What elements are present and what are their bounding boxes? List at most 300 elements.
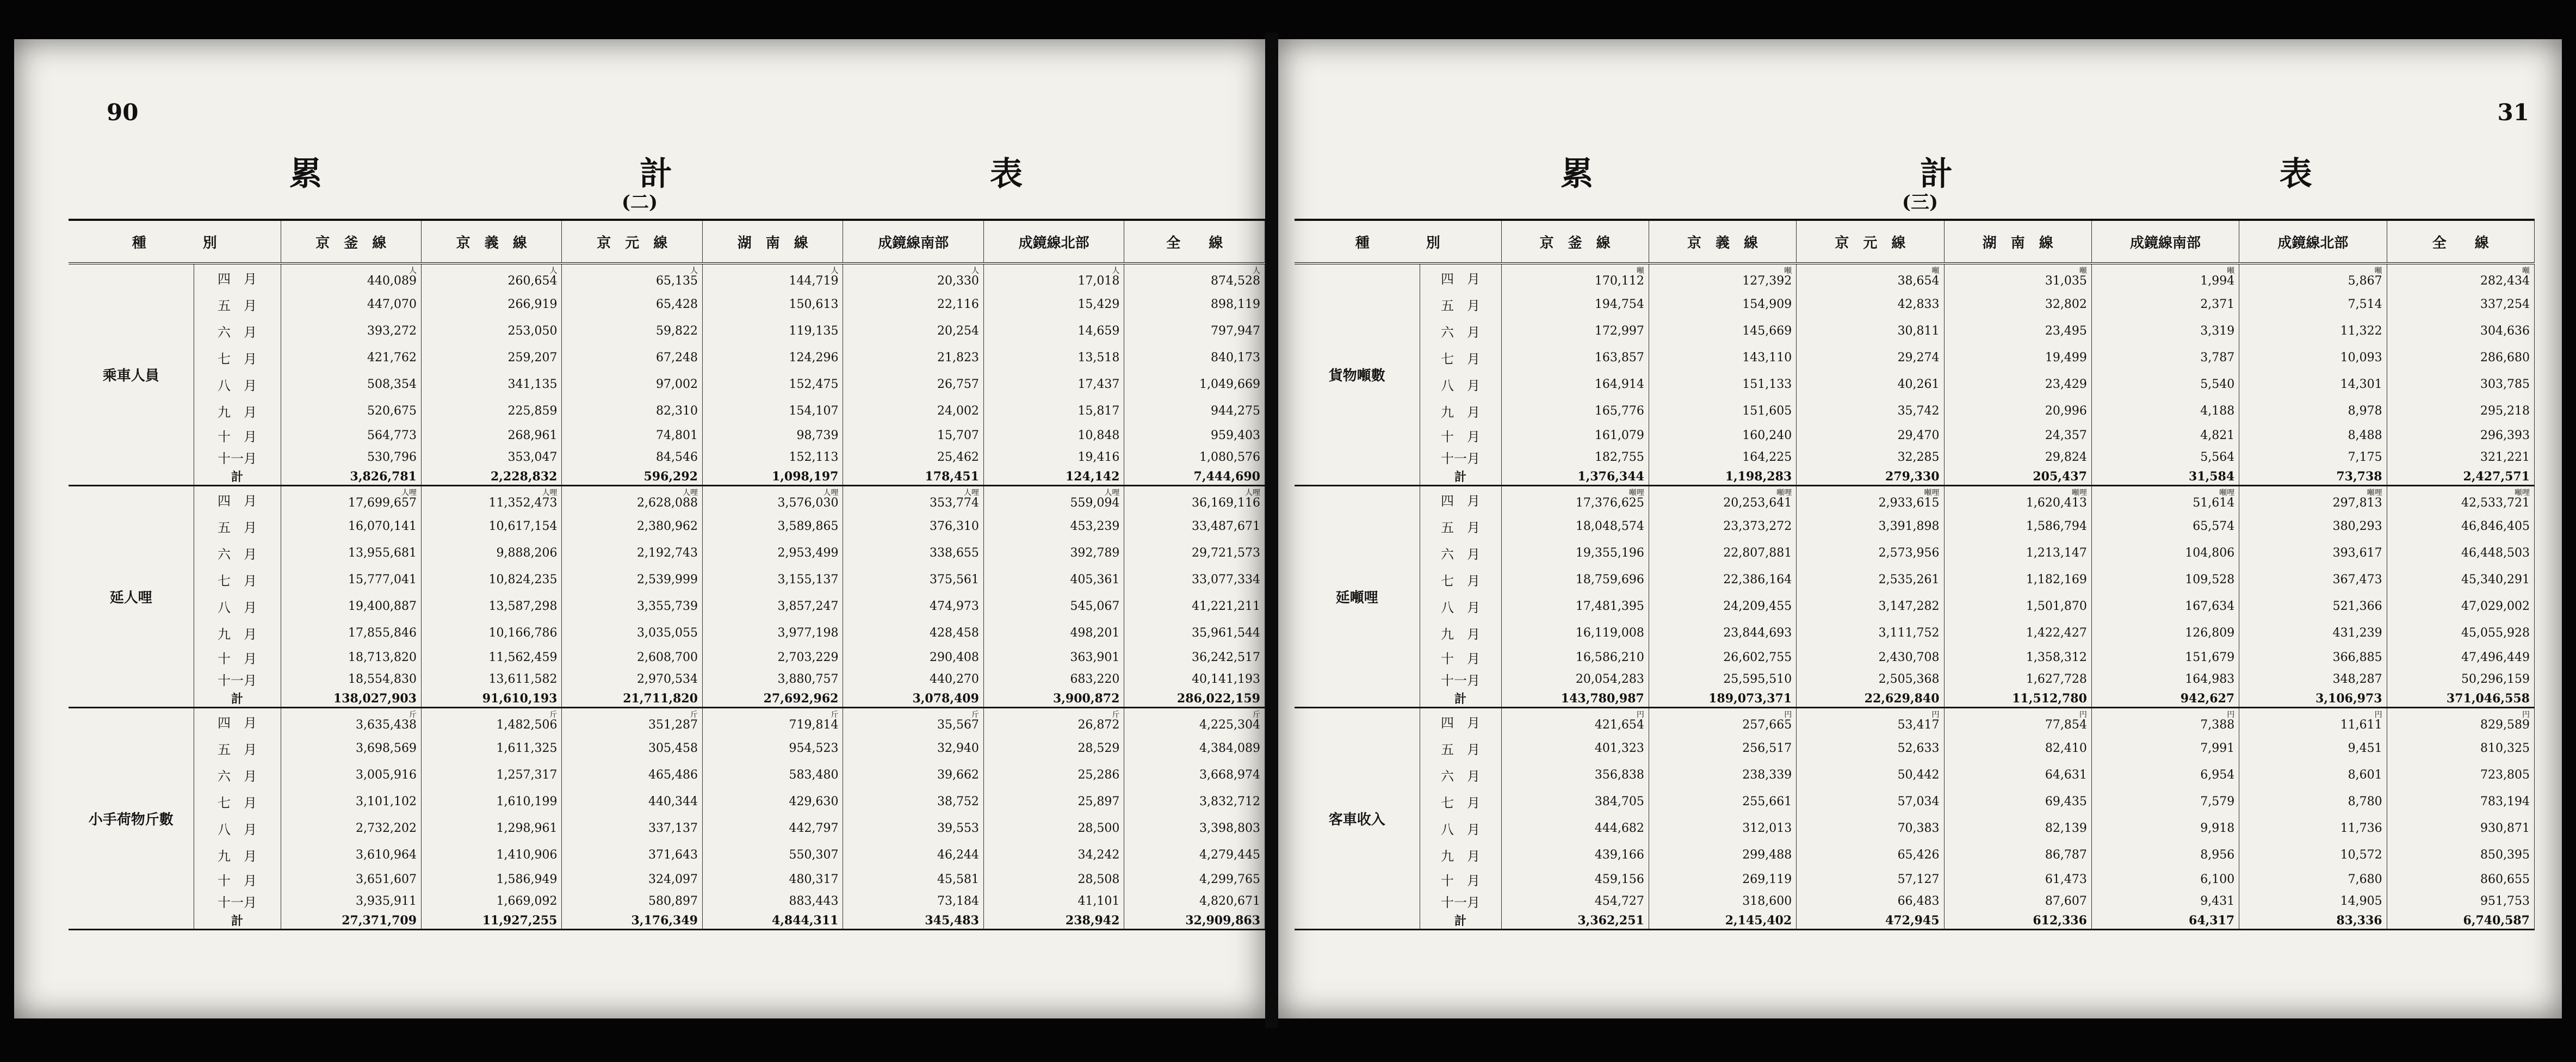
table-row: [69, 513, 1265, 540]
value-cell: 61,473: [1944, 868, 2091, 890]
value-cell: 1,410,906: [422, 842, 562, 868]
total-row: [1295, 690, 2535, 708]
value-cell: 259,207: [422, 344, 562, 371]
unit-label: 噸: [2374, 267, 2382, 275]
table-row: [1295, 398, 2535, 424]
value-cell: 2,573,956: [1797, 540, 1944, 566]
value-cell: 124,296: [702, 344, 843, 371]
value-cell: 1,049,669: [1124, 371, 1265, 398]
value-cell: [2091, 263, 2239, 291]
table-row: [1295, 291, 2535, 318]
value-cell: 7,175: [2239, 446, 2387, 468]
month-label: 九 月: [1420, 398, 1501, 424]
value-cell: 7,579: [2091, 788, 2239, 815]
value-cell: 11,322: [2239, 318, 2387, 344]
value-cell: 24,209,455: [1649, 593, 1796, 620]
total-value: 1,376,344: [1501, 468, 1649, 486]
table-row: [1295, 424, 2535, 446]
value-text: 719,814: [789, 718, 839, 732]
table-row: [1295, 620, 2535, 646]
group-label: 延人哩: [69, 486, 194, 708]
value-cell: 18,554,830: [281, 668, 421, 690]
value-cell: [1124, 486, 1265, 514]
header-column: 成鏡線北部: [2239, 220, 2387, 263]
value-cell: 442,797: [702, 815, 843, 842]
value-cell: 296,393: [2387, 424, 2534, 446]
table-row: [1295, 842, 2535, 868]
month-label: 五 月: [194, 291, 281, 318]
value-cell: 1,182,169: [1944, 566, 2091, 593]
value-cell: 13,955,681: [281, 540, 421, 566]
value-cell: [843, 708, 983, 736]
header-column: 京 義 線: [1649, 220, 1796, 263]
value-cell: 104,806: [2091, 540, 2239, 566]
value-cell: 15,429: [983, 291, 1124, 318]
value-cell: 3,787: [2091, 344, 2239, 371]
title-char: 表: [2279, 155, 2314, 193]
value-cell: 40,141,193: [1124, 668, 1265, 690]
value-cell: [281, 263, 421, 291]
value-cell: 405,361: [983, 566, 1124, 593]
unit-label: 人: [690, 267, 698, 275]
value-cell: 28,508: [983, 868, 1124, 890]
month-label: 九 月: [1420, 842, 1501, 868]
value-cell: 164,225: [1649, 446, 1796, 468]
table-row: [69, 291, 1265, 318]
value-text: 65,135: [655, 274, 698, 288]
value-cell: 3,832,712: [1124, 788, 1265, 815]
value-cell: 318,600: [1649, 890, 1796, 912]
value-cell: [1944, 486, 2091, 514]
total-value: 31,584: [2091, 468, 2239, 486]
header-column: 成鏡線南部: [843, 220, 983, 263]
value-cell: 150,613: [702, 291, 843, 318]
value-text: 257,665: [1742, 718, 1792, 732]
header-column: 京 釜 線: [1501, 220, 1649, 263]
group-label: 乘車人員: [69, 263, 194, 486]
value-cell: 46,448,503: [2387, 540, 2534, 566]
value-cell: 363,901: [983, 646, 1124, 668]
unit-label: 円: [2374, 711, 2382, 719]
value-cell: 337,254: [2387, 291, 2534, 318]
value-cell: 583,480: [702, 762, 843, 788]
month-label: 七 月: [194, 788, 281, 815]
unit-label: 噸哩: [2515, 489, 2530, 497]
value-cell: 35,961,544: [1124, 620, 1265, 646]
value-cell: 25,462: [843, 446, 983, 468]
total-value: 73,738: [2239, 468, 2387, 486]
value-cell: 550,307: [702, 842, 843, 868]
total-value: 178,451: [843, 468, 983, 486]
value-cell: 13,518: [983, 344, 1124, 371]
value-text: 260,654: [507, 274, 558, 288]
value-cell: [1649, 708, 1796, 736]
month-label: 四 月: [194, 708, 281, 736]
value-cell: 17,481,395: [1501, 593, 1649, 620]
unit-label: 円: [2522, 711, 2530, 719]
total-value: 596,292: [562, 468, 702, 486]
value-cell: 50,442: [1797, 762, 1944, 788]
value-cell: 1,257,317: [422, 762, 562, 788]
value-cell: 21,823: [843, 344, 983, 371]
value-cell: [983, 708, 1124, 736]
value-cell: 508,354: [281, 371, 421, 398]
value-cell: 172,997: [1501, 318, 1649, 344]
value-cell: [2091, 486, 2239, 514]
value-cell: 26,757: [843, 371, 983, 398]
total-value: 238,942: [983, 912, 1124, 930]
value-cell: 40,261: [1797, 371, 1944, 398]
value-cell: 152,113: [702, 446, 843, 468]
unit-label: 噸: [1931, 267, 1940, 275]
value-cell: 15,777,041: [281, 566, 421, 593]
month-label: 六 月: [1420, 540, 1501, 566]
value-cell: 4,188: [2091, 398, 2239, 424]
value-cell: [281, 708, 421, 736]
month-label: 十 月: [194, 646, 281, 668]
table-row: [1295, 486, 2535, 514]
value-cell: 15,707: [843, 424, 983, 446]
value-cell: 167,634: [2091, 593, 2239, 620]
value-cell: 8,488: [2239, 424, 2387, 446]
month-label: 四 月: [194, 486, 281, 514]
value-cell: 459,156: [1501, 868, 1649, 890]
value-text: 1,994: [2200, 274, 2235, 288]
value-cell: 25,595,510: [1649, 668, 1796, 690]
value-cell: 4,820,671: [1124, 890, 1265, 912]
total-value: 3,826,781: [281, 468, 421, 486]
value-cell: 32,285: [1797, 446, 1944, 468]
value-cell: [843, 486, 983, 514]
value-cell: 45,340,291: [2387, 566, 2534, 593]
value-text: 3,635,438: [356, 718, 417, 732]
value-cell: 545,067: [983, 593, 1124, 620]
header-column: 全 線: [1124, 220, 1265, 263]
header-column: 京 元 線: [1797, 220, 1944, 263]
value-text: 20,253,641: [1723, 496, 1792, 510]
value-cell: 14,301: [2239, 371, 2387, 398]
value-cell: 1,627,728: [1944, 668, 2091, 690]
unit-label: 円: [1784, 711, 1792, 719]
value-cell: 86,787: [1944, 842, 2091, 868]
value-text: 5,867: [2348, 274, 2382, 288]
value-cell: [1797, 263, 1944, 291]
value-cell: 465,486: [562, 762, 702, 788]
unit-label: 斤: [1253, 711, 1260, 719]
value-cell: 238,339: [1649, 762, 1796, 788]
value-cell: 84,546: [562, 446, 702, 468]
value-cell: 840,173: [1124, 344, 1265, 371]
value-cell: [281, 486, 421, 514]
value-cell: [1944, 708, 2091, 736]
value-cell: 7,514: [2239, 291, 2387, 318]
value-cell: 7,991: [2091, 735, 2239, 762]
value-cell: 57,127: [1797, 868, 1944, 890]
total-label: 計: [1420, 690, 1501, 708]
value-cell: 67,248: [562, 344, 702, 371]
value-text: 31,035: [2045, 274, 2087, 288]
value-cell: 32,802: [1944, 291, 2091, 318]
total-value: 189,073,371: [1649, 690, 1796, 708]
value-cell: 8,978: [2239, 398, 2387, 424]
unit-label: 噸: [1784, 267, 1792, 275]
header-column: 京 釜 線: [281, 220, 421, 263]
value-cell: 69,435: [1944, 788, 2091, 815]
value-cell: [1124, 708, 1265, 736]
table-row: [1295, 593, 2535, 620]
value-cell: 46,846,405: [2387, 513, 2534, 540]
table-row: [1295, 815, 2535, 842]
value-text: 20,330: [937, 274, 979, 288]
value-cell: [1944, 263, 2091, 291]
total-value: 205,437: [1944, 468, 2091, 486]
value-cell: 182,755: [1501, 446, 1649, 468]
cumulative-table: [69, 219, 1265, 930]
left-page: [14, 39, 1265, 1018]
value-text: 77,854: [2045, 718, 2087, 732]
total-label: 計: [194, 468, 281, 486]
value-cell: [2091, 708, 2239, 736]
month-label: 八 月: [194, 371, 281, 398]
value-cell: 367,473: [2239, 566, 2387, 593]
value-cell: 6,100: [2091, 868, 2239, 890]
value-cell: 109,528: [2091, 566, 2239, 593]
value-text: 144,719: [789, 274, 839, 288]
table-row: [1295, 735, 2535, 762]
month-label: 十 月: [1420, 646, 1501, 668]
total-value: 1,198,283: [1649, 468, 1796, 486]
group-label: 貨物噸數: [1295, 263, 1420, 486]
value-cell: 3,651,607: [281, 868, 421, 890]
value-text: 1,482,506: [496, 718, 558, 732]
value-cell: 1,669,092: [422, 890, 562, 912]
value-cell: 38,752: [843, 788, 983, 815]
value-cell: 295,218: [2387, 398, 2534, 424]
value-cell: 454,727: [1501, 890, 1649, 912]
value-cell: 286,680: [2387, 344, 2534, 371]
value-cell: [1649, 486, 1796, 514]
value-cell: 8,956: [2091, 842, 2239, 868]
value-cell: 3,977,198: [702, 620, 843, 646]
value-cell: [562, 263, 702, 291]
unit-label: 斤: [831, 711, 839, 719]
value-cell: 13,587,298: [422, 593, 562, 620]
month-label: 五 月: [1420, 735, 1501, 762]
value-cell: 2,703,229: [702, 646, 843, 668]
value-cell: 2,953,499: [702, 540, 843, 566]
value-cell: [562, 486, 702, 514]
value-cell: 20,996: [1944, 398, 2091, 424]
value-cell: [702, 263, 843, 291]
value-text: 11,611: [2340, 718, 2382, 732]
value-cell: 151,605: [1649, 398, 1796, 424]
total-label: 計: [194, 690, 281, 708]
value-cell: 57,034: [1797, 788, 1944, 815]
table-row: [1295, 890, 2535, 912]
table-row: [69, 815, 1265, 842]
total-value: 4,844,311: [702, 912, 843, 930]
value-cell: 954,523: [702, 735, 843, 762]
month-label: 四 月: [1420, 263, 1501, 291]
value-cell: 36,242,517: [1124, 646, 1265, 668]
table-row: [69, 371, 1265, 398]
value-cell: 9,888,206: [422, 540, 562, 566]
value-cell: 3,111,752: [1797, 620, 1944, 646]
value-cell: 898,119: [1124, 291, 1265, 318]
unit-label: 人哩: [823, 489, 839, 497]
month-label: 七 月: [194, 566, 281, 593]
table-row: [69, 344, 1265, 371]
value-cell: [1649, 263, 1796, 291]
value-text: 11,352,473: [488, 496, 558, 510]
month-label: 八 月: [194, 593, 281, 620]
total-value: 32,909,863: [1124, 912, 1265, 930]
value-cell: 429,630: [702, 788, 843, 815]
value-cell: [702, 486, 843, 514]
value-cell: [2387, 486, 2534, 514]
total-label: 計: [194, 912, 281, 930]
value-cell: 73,184: [843, 890, 983, 912]
value-cell: [1124, 263, 1265, 291]
value-cell: 723,805: [2387, 762, 2534, 788]
table-row: [69, 788, 1265, 815]
value-cell: 2,539,999: [562, 566, 702, 593]
value-cell: 15,817: [983, 398, 1124, 424]
value-cell: [1797, 486, 1944, 514]
value-cell: 447,070: [281, 291, 421, 318]
month-label: 十 月: [194, 424, 281, 446]
month-label: 六 月: [194, 540, 281, 566]
month-label: 十 月: [1420, 868, 1501, 890]
table-row: [69, 762, 1265, 788]
header-column: 京 義 線: [422, 220, 562, 263]
value-text: 297,813: [2332, 496, 2382, 510]
total-label: 計: [1420, 912, 1501, 930]
value-cell: 268,961: [422, 424, 562, 446]
value-cell: 225,859: [422, 398, 562, 424]
value-cell: 498,201: [983, 620, 1124, 646]
value-cell: 269,119: [1649, 868, 1796, 890]
month-label: 五 月: [194, 513, 281, 540]
value-cell: [422, 708, 562, 736]
value-cell: 380,293: [2239, 513, 2387, 540]
value-cell: 19,499: [1944, 344, 2091, 371]
unit-label: 噸哩: [2219, 489, 2235, 497]
value-cell: 24,357: [1944, 424, 2091, 446]
header-column: 成鏡線北部: [983, 220, 1124, 263]
value-cell: 324,097: [562, 868, 702, 890]
value-cell: 33,487,671: [1124, 513, 1265, 540]
value-cell: 3,391,898: [1797, 513, 1944, 540]
month-label: 七 月: [1420, 566, 1501, 593]
value-cell: 42,833: [1797, 291, 1944, 318]
value-cell: 41,101: [983, 890, 1124, 912]
value-cell: 10,093: [2239, 344, 2387, 371]
value-cell: [2387, 263, 2534, 291]
total-label: 計: [1420, 468, 1501, 486]
value-cell: [983, 486, 1124, 514]
month-label: 九 月: [1420, 620, 1501, 646]
unit-label: 噸哩: [1628, 489, 1644, 497]
value-cell: 290,408: [843, 646, 983, 668]
value-cell: 2,970,534: [562, 668, 702, 690]
total-value: 27,371,709: [281, 912, 421, 930]
group-label: 小手荷物斤數: [69, 708, 194, 930]
value-cell: 353,047: [422, 446, 562, 468]
table-row: [1295, 344, 2535, 371]
unit-label: 噸: [2227, 267, 2235, 275]
value-cell: 480,317: [702, 868, 843, 890]
table-row: [1295, 371, 2535, 398]
unit-label: 斤: [1112, 711, 1120, 719]
value-cell: 930,871: [2387, 815, 2534, 842]
value-cell: 59,822: [562, 318, 702, 344]
value-cell: 1,586,949: [422, 868, 562, 890]
value-cell: 1,610,199: [422, 788, 562, 815]
unit-label: 円: [1636, 711, 1644, 719]
value-text: 353,774: [929, 496, 979, 510]
month-label: 五 月: [194, 735, 281, 762]
total-value: 3,176,349: [562, 912, 702, 930]
value-cell: 14,659: [983, 318, 1124, 344]
total-value: 3,900,872: [983, 690, 1124, 708]
table-row: [1295, 668, 2535, 690]
value-cell: 4,279,445: [1124, 842, 1265, 868]
table-row: [69, 263, 1265, 291]
value-cell: 164,983: [2091, 668, 2239, 690]
value-text: 7,388: [2200, 718, 2235, 732]
value-cell: 47,496,449: [2387, 646, 2534, 668]
value-cell: 321,221: [2387, 446, 2534, 468]
total-value: 6,740,587: [2387, 912, 2534, 930]
value-cell: 520,675: [281, 398, 421, 424]
header-column: 湖 南 線: [702, 220, 843, 263]
header-column: 京 元 線: [562, 220, 702, 263]
value-text: 17,018: [1078, 274, 1120, 288]
value-cell: 8,780: [2239, 788, 2387, 815]
value-cell: 29,824: [1944, 446, 2091, 468]
month-label: 六 月: [1420, 762, 1501, 788]
title-char: 表: [990, 155, 1025, 193]
value-cell: 521,366: [2239, 593, 2387, 620]
month-label: 八 月: [1420, 815, 1501, 842]
unit-label: 人: [549, 267, 558, 275]
value-cell: 3,005,916: [281, 762, 421, 788]
value-cell: 25,286: [983, 762, 1124, 788]
value-text: 36,169,116: [1192, 496, 1260, 510]
table-row: [1295, 868, 2535, 890]
page-title: [1278, 148, 2562, 193]
value-cell: 28,500: [983, 815, 1124, 842]
title-char: 累: [289, 155, 324, 193]
value-cell: 3,935,911: [281, 890, 421, 912]
header-column: 全 線: [2387, 220, 2534, 263]
value-cell: 29,470: [1797, 424, 1944, 446]
value-cell: 14,905: [2239, 890, 2387, 912]
value-cell: [2239, 486, 2387, 514]
header-column: 湖 南 線: [1944, 220, 2091, 263]
value-cell: 959,403: [1124, 424, 1265, 446]
table-row: [69, 708, 1265, 736]
total-value: 3,078,409: [843, 690, 983, 708]
value-cell: 3,147,282: [1797, 593, 1944, 620]
month-label: 十一月: [194, 668, 281, 690]
value-cell: 2,732,202: [281, 815, 421, 842]
total-value: 942,627: [2091, 690, 2239, 708]
value-cell: 883,443: [702, 890, 843, 912]
value-cell: 152,475: [702, 371, 843, 398]
unit-label: 人哩: [542, 489, 558, 497]
